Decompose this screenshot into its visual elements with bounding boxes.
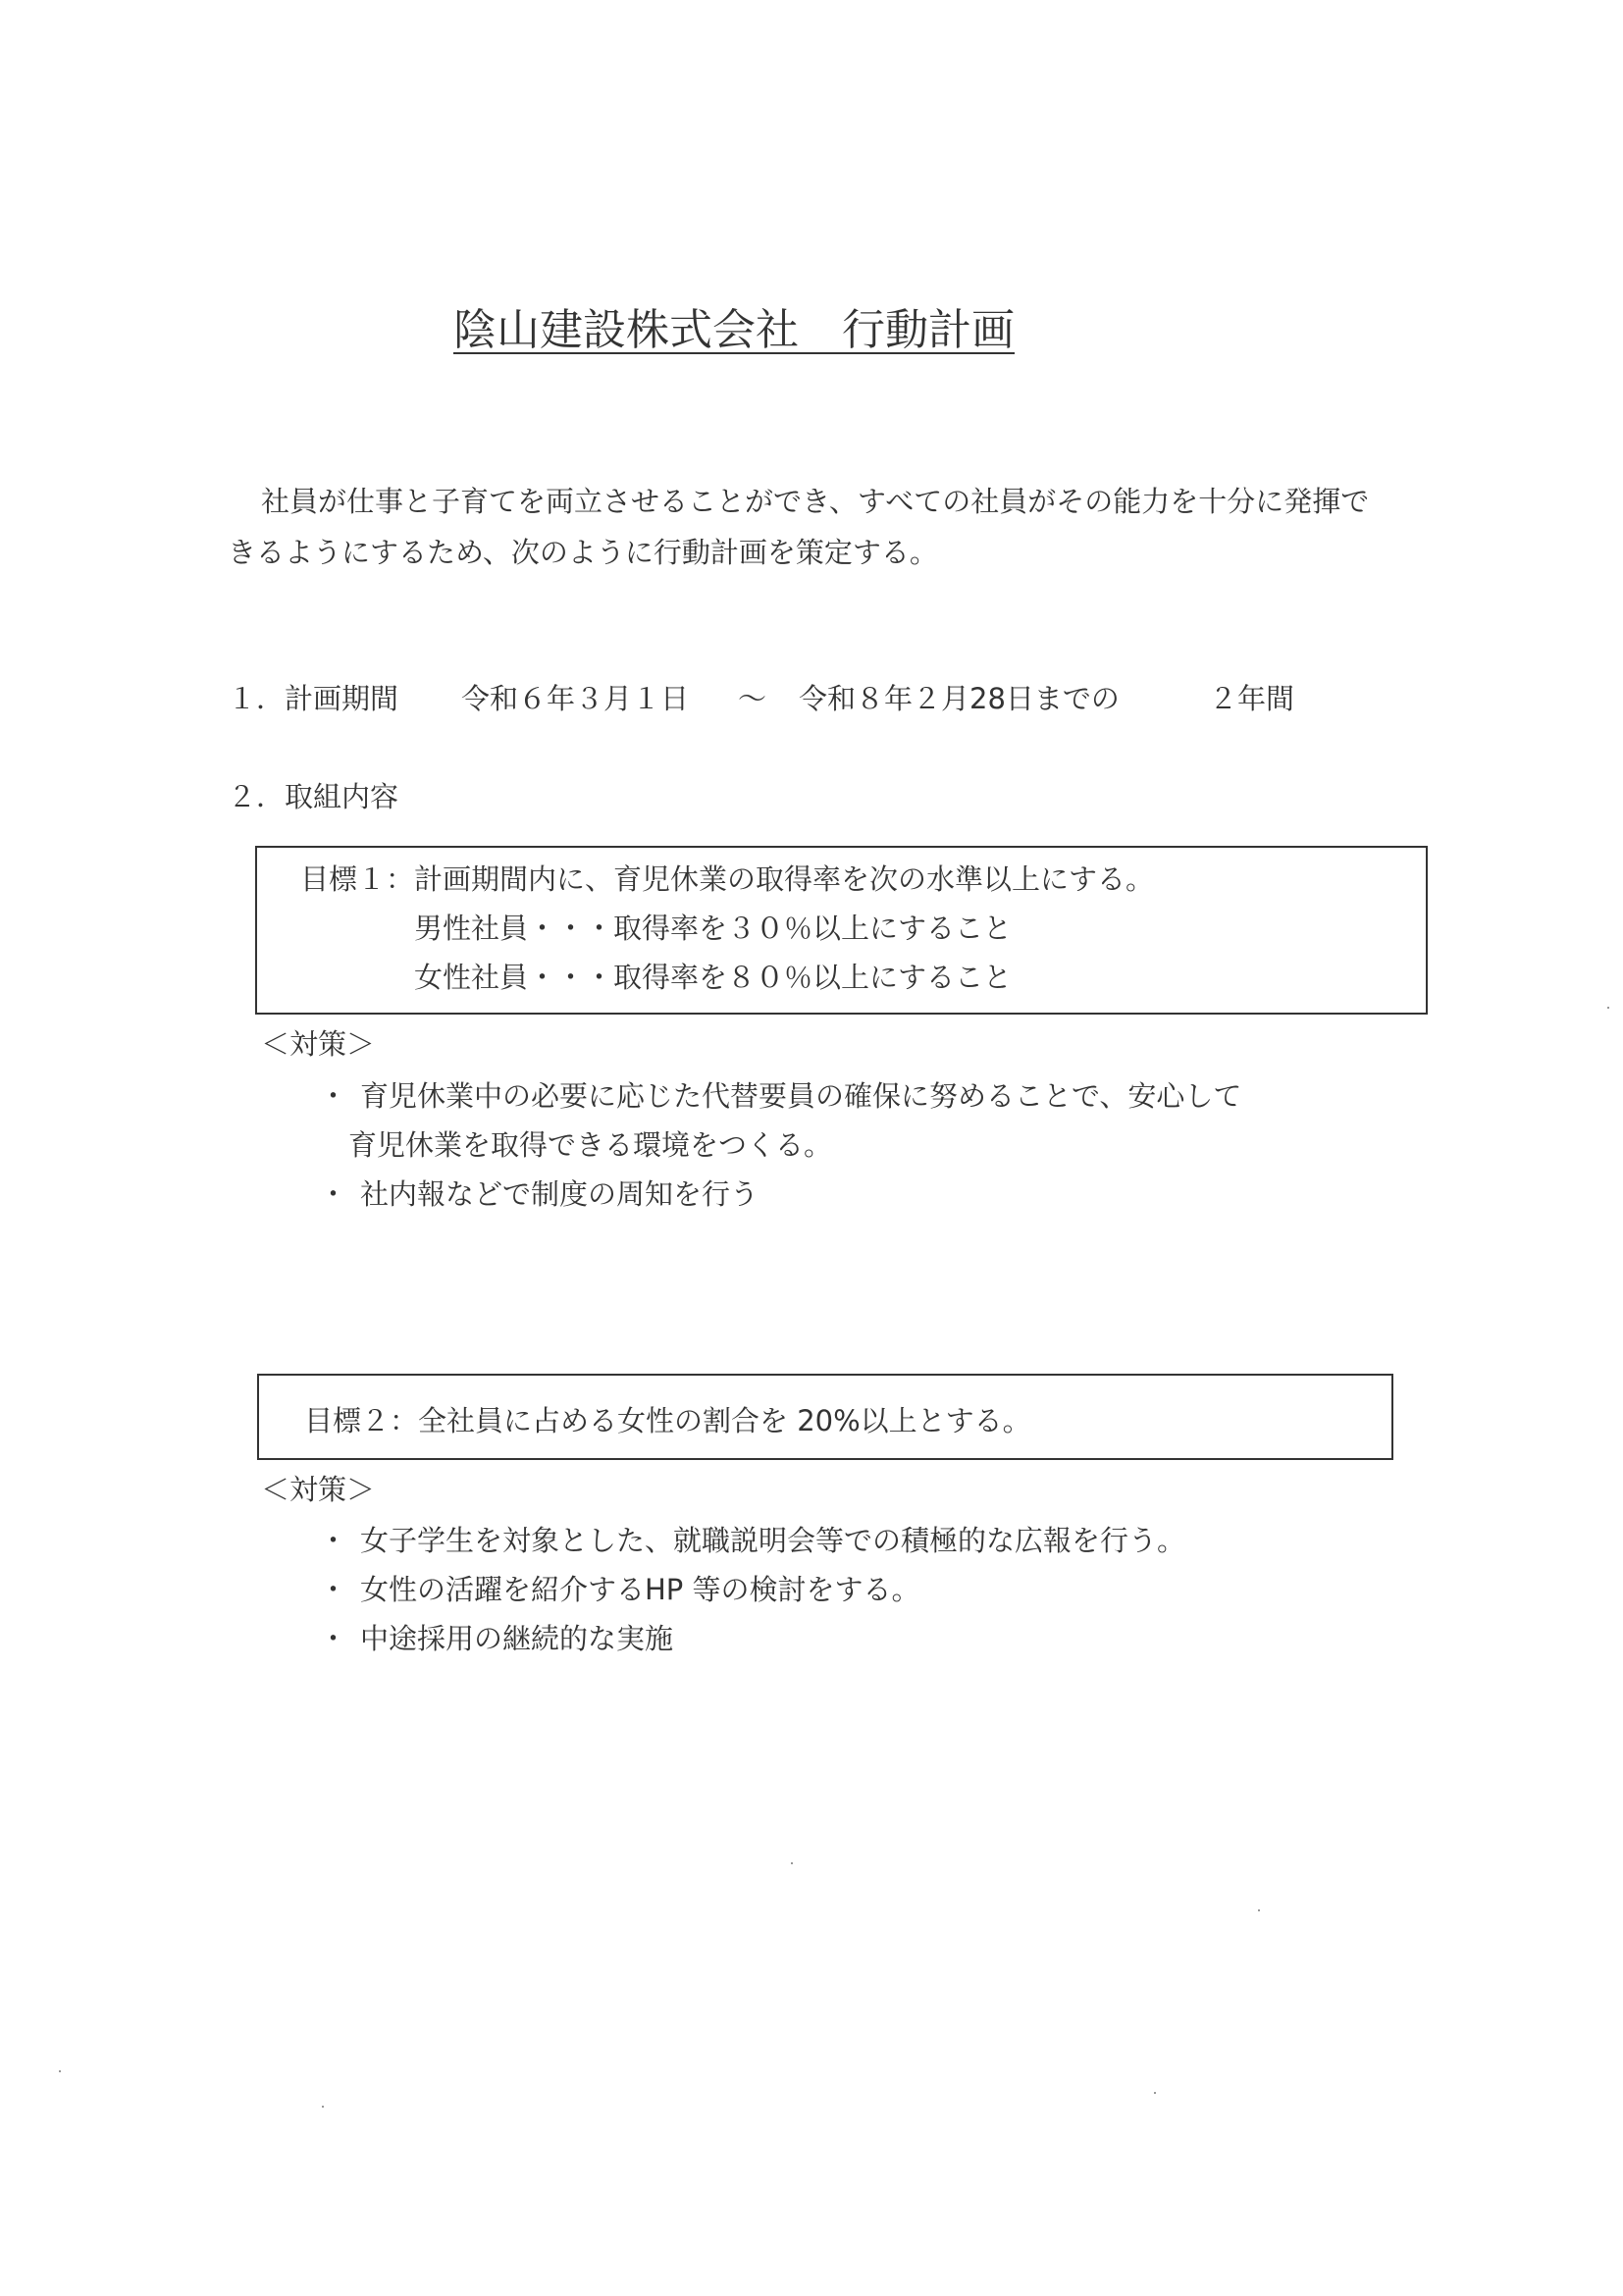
goal1-measure-1	[319, 1074, 1241, 1115]
goal1-box	[255, 846, 1428, 1015]
goal2-box	[257, 1374, 1393, 1460]
goal2-measure-2-text: 女性の活躍を紹介するHP 等の検討をする。	[360, 1573, 920, 1606]
goal2-title: 目標２：全社員に占める女性の割合を 20%以上とする。	[304, 1404, 1031, 1437]
scan-speck	[1154, 2092, 1156, 2094]
goal2-measure-3	[319, 1617, 673, 1657]
period-end: 令和８年２月28日までの	[799, 682, 1120, 715]
goal1-measure-1-cont: 育児休業を取得できる環境をつくる。	[348, 1128, 833, 1162]
goal1-measures-label: ＜対策＞	[261, 1027, 376, 1061]
period-tilde: ～	[738, 682, 767, 715]
goal1-male-target: 男性社員・・・取得率を３０％以上にすること	[414, 912, 1013, 945]
bullet-mark: ・	[319, 1622, 348, 1655]
period-label: １．計画期間	[228, 682, 399, 715]
scan-speck	[59, 2070, 61, 2072]
goal2-measure-2	[319, 1568, 920, 1608]
scan-speck	[322, 2106, 324, 2108]
goal2-measure-1	[319, 1519, 1185, 1559]
scan-speck	[791, 1862, 793, 1864]
goal1-measure-2	[319, 1173, 759, 1213]
period-duration: ２年間	[1209, 682, 1295, 715]
goal1-title: 目標１：計画期間内に、育児休業の取得率を次の水準以上にする。	[300, 862, 1155, 896]
bullet-mark: ・	[319, 1079, 348, 1113]
goal2-measure-1-text: 女子学生を対象とした、就職説明会等での積極的な広報を行う。	[360, 1524, 1186, 1557]
bullet-mark: ・	[319, 1573, 348, 1606]
content-heading: ２．取組内容	[228, 780, 399, 813]
intro-line-1: 社員が仕事と子育てを両立させることができ、すべての社員がその能力を十分に発揮で	[261, 485, 1370, 518]
document-title: 陰山建設株式会社 行動計画	[453, 305, 1015, 355]
scan-speck	[1607, 1007, 1609, 1009]
goal1-measure-2-text: 社内報などで制度の周知を行う	[360, 1177, 759, 1211]
period-start: 令和６年３月１日	[461, 682, 690, 715]
scan-speck	[1258, 1909, 1260, 1911]
goal2-measures-label: ＜対策＞	[261, 1473, 376, 1506]
intro-paragraph	[228, 476, 1405, 578]
goal1-female-target: 女性社員・・・取得率を８０％以上にすること	[414, 961, 1013, 994]
bullet-mark: ・	[319, 1524, 348, 1557]
goal2-measure-3-text: 中途採用の継続的な実施	[360, 1622, 674, 1655]
bullet-mark: ・	[319, 1177, 348, 1211]
goal1-measure-1-text: 育児休業中の必要に応じた代替要員の確保に努めることで、安心して	[360, 1079, 1242, 1113]
intro-line-2: きるようにするため、次のように行動計画を策定する。	[228, 536, 938, 569]
